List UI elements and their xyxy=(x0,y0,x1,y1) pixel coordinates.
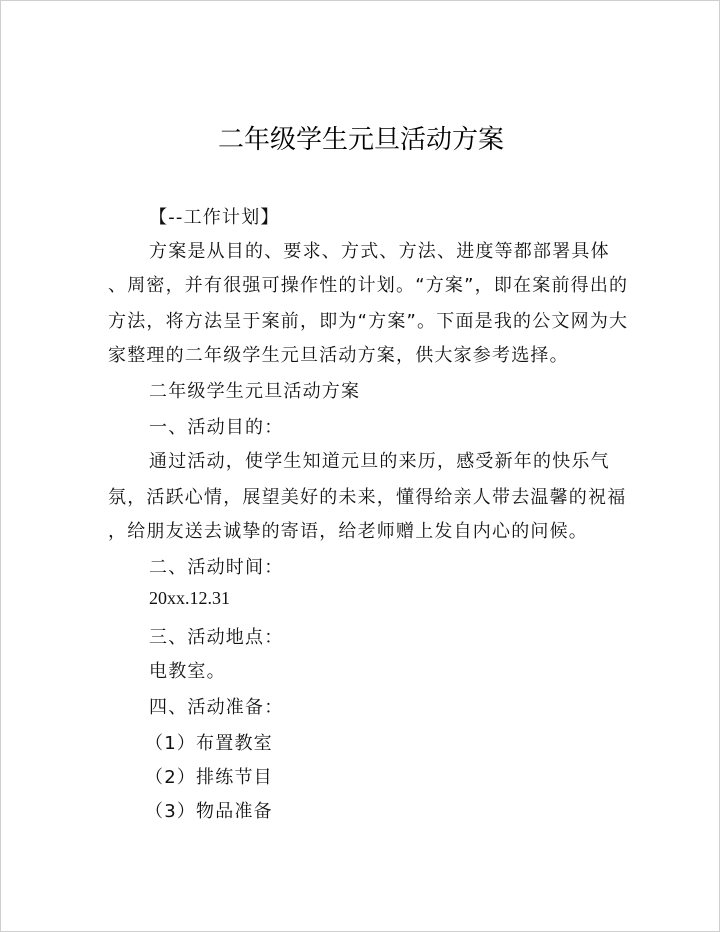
purpose-line: 通过活动，使学生知道元旦的来历，感受新年的快乐气 xyxy=(149,451,610,472)
section-heading-time: 二、活动时间： xyxy=(149,557,284,578)
prep-item: （3）物品准备 xyxy=(145,801,273,822)
activity-date: 20xx.12.31 xyxy=(149,588,230,608)
intro-line: 家整理的二年级学生元旦活动方案，供大家参考选择。 xyxy=(108,345,569,366)
subtitle: 二年级学生元旦活动方案 xyxy=(149,381,361,402)
purpose-line: 氛，活跃心情，展望美好的未来，懂得给亲人带去温馨的祝福 xyxy=(108,487,627,508)
activity-location: 电教室。 xyxy=(149,661,226,682)
prep-item: （1）布置教室 xyxy=(145,733,273,754)
section-heading-location: 三、活动地点： xyxy=(149,627,284,648)
section-heading-purpose: 一、活动目的： xyxy=(149,417,284,438)
intro-line: 、周密，并有很强可操作性的计划。“方案”，即在案前得出的 xyxy=(108,275,629,296)
purpose-line: ，给朋友送去诚挚的寄语，给老师赠上发自内心的问候。 xyxy=(108,521,588,542)
document-title: 二年级学生元旦活动方案 xyxy=(217,125,504,155)
intro-line: 方案是从目的、要求、方式、方法、进度等都部署具体 xyxy=(149,241,610,262)
intro-line: 方法，将方法呈于案前，即为“方案”。下面是我的公文网为大 xyxy=(108,311,629,332)
category-tag: 【--工作计划】 xyxy=(149,207,280,228)
section-heading-preparation: 四、活动准备： xyxy=(149,697,284,718)
prep-item: （2）排练节目 xyxy=(145,767,273,788)
